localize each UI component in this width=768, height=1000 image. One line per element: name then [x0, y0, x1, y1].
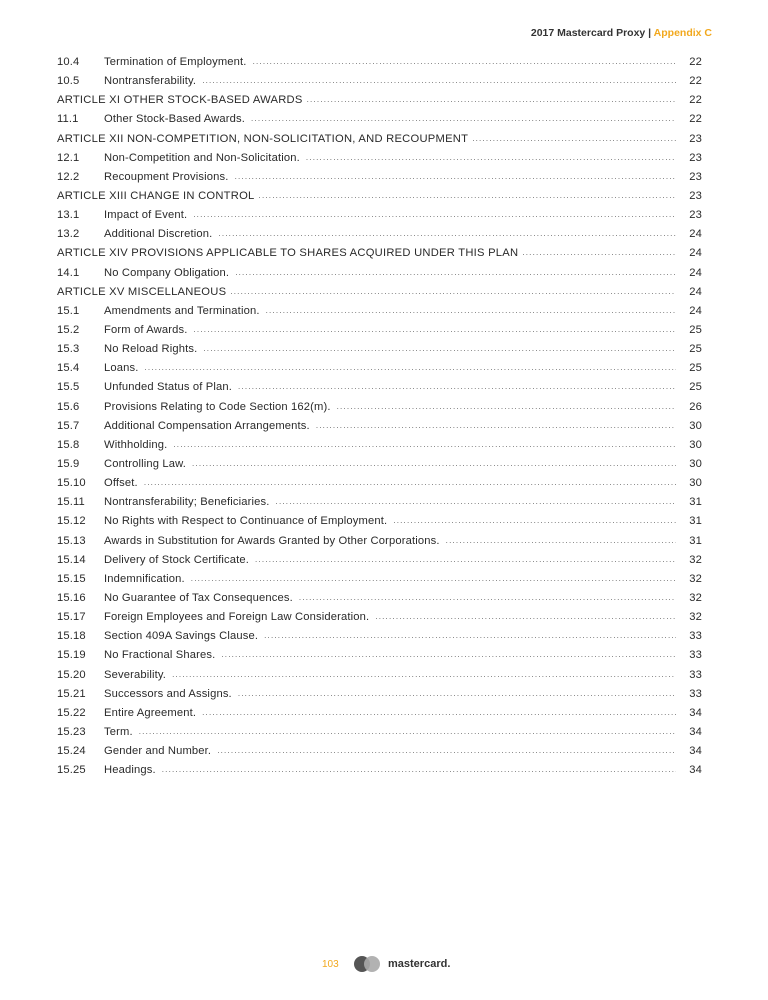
toc-section-number: 15.25	[57, 764, 86, 777]
toc-title: Impact of Event.	[104, 209, 188, 222]
toc-title: Gender and Number.	[104, 745, 212, 758]
toc-page-number: 30	[689, 419, 702, 432]
toc-page-number: 23	[689, 189, 702, 202]
mastercard-logo-icon	[354, 955, 384, 973]
toc-title: Foreign Employees and Foreign Law Consideration.	[104, 611, 370, 624]
toc-section-number: 15.6	[57, 400, 80, 413]
toc-title: Entire Agreement.	[104, 706, 197, 719]
toc-page-number: 34	[689, 725, 702, 738]
toc-row[interactable]	[57, 630, 702, 649]
toc-row[interactable]	[57, 56, 702, 75]
toc-section-number: 15.16	[57, 591, 86, 604]
toc-title: No Guarantee of Tax Consequences.	[104, 591, 293, 604]
toc-title: Additional Compensation Arrangements.	[104, 419, 310, 432]
toc-page-number: 23	[689, 170, 702, 183]
toc-page-number: 24	[689, 285, 702, 298]
toc-page-number: 25	[689, 362, 702, 375]
toc-title: Delivery of Stock Certificate.	[104, 553, 250, 566]
toc-dot-leader	[337, 402, 676, 411]
toc-page-number: 31	[689, 496, 702, 509]
toc-row[interactable]	[57, 554, 702, 573]
toc-page-number: 22	[689, 113, 702, 126]
toc-dot-leader	[299, 593, 676, 602]
page-header	[531, 27, 712, 39]
toc-page-number: 32	[689, 572, 702, 585]
toc-page-number: 33	[689, 649, 702, 662]
toc-dot-leader	[144, 478, 676, 487]
toc-dot-leader	[202, 76, 676, 85]
toc-page-number: 30	[689, 438, 702, 451]
toc-row[interactable]	[57, 420, 702, 439]
toc-title: Loans.	[104, 362, 139, 375]
toc-page-number: 22	[689, 75, 702, 88]
toc-title: Additional Discretion.	[104, 228, 213, 241]
toc-dot-leader	[238, 689, 676, 698]
toc-title: Section 409A Savings Clause.	[104, 630, 259, 643]
table-of-contents	[57, 56, 702, 783]
toc-page-number: 24	[689, 228, 702, 241]
toc-page-number: 33	[689, 630, 702, 643]
toc-row[interactable]	[57, 707, 702, 726]
toc-title: ARTICLE XII NON-COMPETITION, NON-SOLICITATION, AND RECOUPMENT	[57, 132, 469, 145]
toc-page-number: 34	[689, 764, 702, 777]
toc-title: Awards in Substitution for Awards Granted by Other Corporations.	[104, 534, 440, 547]
toc-page-number: 24	[689, 247, 702, 260]
toc-section-number: 15.9	[57, 457, 80, 470]
toc-section-number: 15.1	[57, 304, 80, 317]
toc-page-number: 34	[689, 706, 702, 719]
toc-title: Unfunded Status of Plan.	[104, 381, 232, 394]
toc-row[interactable]	[57, 401, 702, 420]
toc-section-number: 15.2	[57, 323, 80, 336]
toc-page-number: 25	[689, 343, 702, 356]
toc-dot-leader	[259, 191, 676, 200]
toc-page-number: 30	[689, 477, 702, 490]
toc-section-number: 15.8	[57, 438, 80, 451]
toc-dot-leader	[193, 210, 676, 219]
toc-dot-leader	[375, 612, 676, 621]
toc-page-number: 22	[689, 56, 702, 68]
toc-dot-leader	[218, 229, 676, 238]
toc-row[interactable]	[57, 343, 702, 362]
toc-dot-leader	[276, 497, 676, 506]
toc-row[interactable]	[57, 171, 702, 190]
toc-row[interactable]	[57, 669, 702, 688]
mastercard-wordmark: mastercard.	[388, 958, 451, 970]
toc-row[interactable]	[57, 515, 702, 534]
toc-title: Offset.	[104, 477, 138, 490]
toc-row[interactable]	[57, 764, 702, 783]
toc-title: ARTICLE XI OTHER STOCK-BASED AWARDS	[57, 94, 303, 107]
toc-section-number: 15.24	[57, 745, 86, 758]
toc-dot-leader	[139, 727, 676, 736]
toc-row[interactable]	[57, 573, 702, 592]
toc-dot-leader	[446, 536, 676, 545]
toc-page-number: 32	[689, 591, 702, 604]
toc-section-number: 15.12	[57, 515, 86, 528]
toc-article-row[interactable]	[57, 247, 702, 266]
toc-dot-leader	[230, 287, 676, 296]
toc-dot-leader	[316, 421, 676, 430]
toc-row[interactable]	[57, 688, 702, 707]
toc-page-number: 33	[689, 687, 702, 700]
toc-row[interactable]	[57, 745, 702, 764]
toc-dot-leader	[192, 459, 676, 468]
toc-dot-leader	[393, 516, 676, 525]
toc-section-number: 15.4	[57, 362, 80, 375]
toc-title: Term.	[104, 725, 133, 738]
toc-row[interactable]	[57, 535, 702, 554]
toc-article-row[interactable]	[57, 286, 702, 305]
toc-dot-leader	[522, 248, 676, 257]
page-number: 103	[322, 959, 339, 970]
toc-section-number: 15.5	[57, 381, 80, 394]
toc-section-number: 15.18	[57, 630, 86, 643]
toc-section-number: 10.5	[57, 75, 80, 88]
toc-row[interactable]	[57, 458, 702, 477]
toc-dot-leader	[145, 363, 677, 372]
toc-title: No Reload Rights.	[104, 343, 198, 356]
toc-article-row[interactable]	[57, 133, 702, 152]
toc-row[interactable]	[57, 726, 702, 745]
toc-row[interactable]	[57, 611, 702, 630]
toc-section-number: 15.10	[57, 477, 86, 490]
toc-page-number: 23	[689, 151, 702, 164]
toc-section-number: 15.23	[57, 725, 86, 738]
toc-title: No Fractional Shares.	[104, 649, 216, 662]
toc-title: Recoupment Provisions.	[104, 170, 229, 183]
toc-row[interactable]	[57, 381, 702, 400]
toc-row[interactable]	[57, 324, 702, 343]
toc-page-number: 34	[689, 745, 702, 758]
toc-dot-leader	[235, 268, 676, 277]
toc-dot-leader	[253, 57, 676, 66]
toc-row[interactable]	[57, 305, 702, 324]
toc-section-number: 15.20	[57, 668, 86, 681]
toc-dot-leader	[307, 95, 676, 104]
toc-row[interactable]	[57, 496, 702, 515]
toc-dot-leader	[202, 708, 676, 717]
toc-page-number: 26	[689, 400, 702, 413]
toc-page-number: 31	[689, 534, 702, 547]
toc-section-number: 15.14	[57, 553, 86, 566]
toc-dot-leader	[217, 746, 676, 755]
toc-dot-leader	[162, 765, 676, 774]
toc-row[interactable]	[57, 267, 702, 286]
toc-title: Non-Competition and Non-Solicitation.	[104, 151, 300, 164]
toc-dot-leader	[472, 134, 676, 143]
toc-title: No Rights with Respect to Continuance of Employment.	[104, 515, 388, 528]
toc-dot-leader	[221, 650, 676, 659]
toc-title: Headings.	[104, 764, 156, 777]
toc-section-number: 15.21	[57, 687, 86, 700]
toc-section-number: 15.13	[57, 534, 86, 547]
toc-row[interactable]	[57, 113, 702, 132]
toc-section-number: 15.19	[57, 649, 86, 662]
toc-dot-leader	[264, 631, 676, 640]
toc-page-number: 24	[689, 304, 702, 317]
toc-dot-leader	[191, 574, 676, 583]
toc-dot-leader	[238, 382, 676, 391]
toc-row[interactable]	[57, 477, 702, 496]
toc-title: Provisions Relating to Code Section 162(m).	[104, 400, 331, 413]
toc-page-number: 22	[689, 94, 702, 107]
toc-row[interactable]	[57, 209, 702, 228]
toc-title: Nontransferability.	[104, 75, 197, 88]
toc-section-number: 15.11	[57, 496, 85, 509]
header-title: 2017 Mastercard Proxy	[530, 27, 646, 39]
toc-page-number: 25	[689, 381, 702, 394]
toc-dot-leader	[306, 153, 676, 162]
page-footer	[0, 955, 768, 975]
toc-page-number: 32	[689, 553, 702, 566]
toc-title: Amendments and Termination.	[104, 304, 260, 317]
toc-dot-leader	[203, 344, 676, 353]
toc-title: Controlling Law.	[104, 457, 187, 470]
toc-section-number: 10.4	[57, 56, 80, 68]
toc-dot-leader	[194, 325, 677, 334]
toc-section-number: 12.2	[57, 170, 80, 183]
toc-title: ARTICLE XIV PROVISIONS APPLICABLE TO SHARES ACQUIRED UNDER THIS PLAN	[57, 247, 519, 260]
toc-page-number: 31	[689, 515, 702, 528]
toc-dot-leader	[266, 306, 676, 315]
toc-page-number: 30	[689, 457, 702, 470]
toc-section-number: 15.17	[57, 611, 86, 624]
toc-row[interactable]	[57, 228, 702, 247]
toc-page-number: 32	[689, 611, 702, 624]
toc-row[interactable]	[57, 649, 702, 668]
toc-section-number: 11.1	[57, 113, 79, 126]
toc-section-number: 12.1	[57, 151, 80, 164]
toc-title: Nontransferability; Beneficiaries.	[104, 496, 270, 509]
toc-section-number: 15.15	[57, 572, 86, 585]
toc-row[interactable]	[57, 75, 702, 94]
header-section: Appendix C	[653, 27, 712, 39]
toc-title: Withholding.	[104, 438, 168, 451]
toc-row[interactable]	[57, 362, 702, 381]
toc-title: ARTICLE XIII CHANGE IN CONTROL	[57, 189, 255, 202]
toc-section-number: 15.3	[57, 343, 80, 356]
toc-title: Form of Awards.	[104, 323, 188, 336]
toc-article-row[interactable]	[57, 190, 702, 209]
toc-dot-leader	[172, 670, 676, 679]
toc-title: Indemnification.	[104, 572, 185, 585]
toc-title: Severability.	[104, 668, 167, 681]
toc-row[interactable]	[57, 592, 702, 611]
toc-row[interactable]	[57, 152, 702, 171]
toc-title: Termination of Employment.	[104, 56, 247, 68]
toc-section-number: 13.2	[57, 228, 80, 241]
toc-section-number: 15.22	[57, 706, 86, 719]
toc-section-number: 13.1	[57, 209, 80, 222]
toc-title: No Company Obligation.	[104, 266, 230, 279]
toc-title: Successors and Assigns.	[104, 687, 232, 700]
toc-page-number: 23	[689, 209, 702, 222]
toc-article-row[interactable]	[57, 94, 702, 113]
toc-title: ARTICLE XV MISCELLANEOUS	[57, 285, 227, 298]
toc-page-number: 25	[689, 323, 702, 336]
toc-section-number: 15.7	[57, 419, 80, 432]
toc-page-number: 24	[689, 266, 702, 279]
toc-page-number: 23	[689, 132, 702, 145]
toc-section-number: 14.1	[57, 266, 80, 279]
toc-dot-leader	[173, 440, 676, 449]
toc-title: Other Stock-Based Awards.	[104, 113, 245, 126]
toc-dot-leader	[235, 172, 676, 181]
toc-dot-leader	[251, 114, 676, 123]
toc-dot-leader	[255, 555, 676, 564]
header-separator: |	[645, 27, 654, 39]
toc-row[interactable]	[57, 439, 702, 458]
toc-page-number: 33	[689, 668, 702, 681]
